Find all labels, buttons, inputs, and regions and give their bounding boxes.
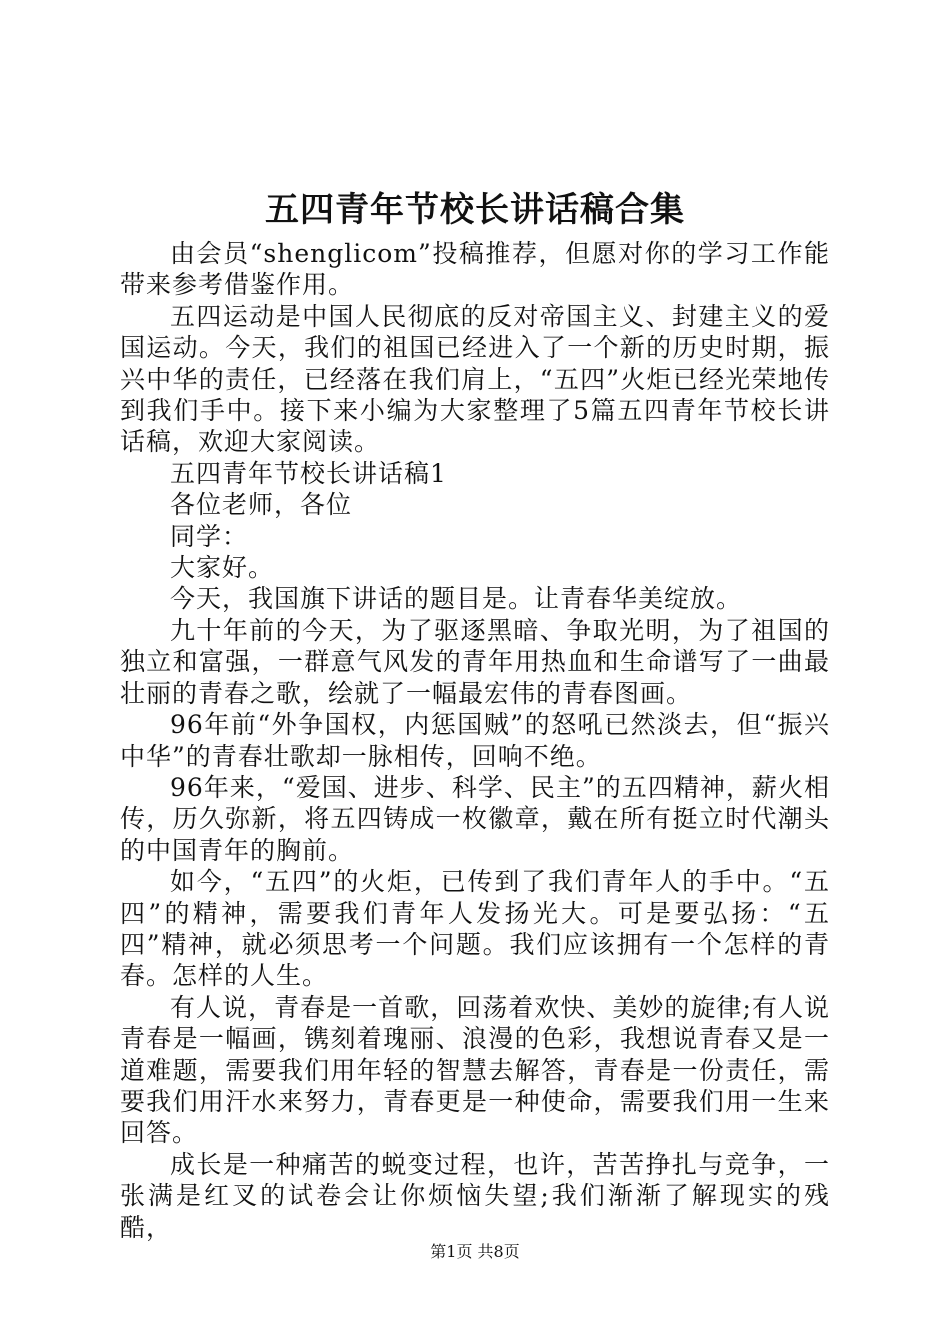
page-footer: 第1页 共8页 [430, 1242, 520, 1261]
paragraph: 五四运动是中国人民彻底的反对帝国主义、封建主义的爱国运动。今天，我们的祖国已经进入了一个新的历史时期，振兴中华的责任，已经落在我们肩上，“五四”火炬已经光荣地传到我们手中。接下来小编为大家整理了5篇五四青年节校长讲话稿，欢迎大家阅读。 [120, 301, 830, 457]
paragraph: 今天，我国旗下讲话的题目是。让青春华美绽放。 [170, 584, 743, 614]
paragraph: 96年前“外争国权，内惩国贼”的怒吼已然淡去，但“振兴中华”的青春壮歌却一脉相传，回响不绝。 [120, 710, 830, 771]
paragraph: 大家好。 [170, 553, 275, 583]
document-title: 五四青年节校长讲话稿合集 [265, 190, 685, 230]
paragraph: 各位老师，各位 [170, 490, 353, 520]
paragraph: 有人说，青春是一首歌，回荡着欢快、美妙的旋律;有人说青春是一幅画，镌刻着瑰丽、浪漫的色彩，我想说青春又是一道难题，需要我们用年轻的智慧去解答，青春是一份责任，需要我们用汗水来努力，青春更是一种使命，需要我们用一生来回答。 [120, 992, 830, 1148]
paragraph: 成长是一种痛苦的蜕变过程，也许，苦苦挣扎与竞争，一张满是红叉的试卷会让你烦恼失望;我们渐渐了解现实的残酷， [120, 1149, 830, 1242]
paragraph: 如今，“五四”的火炬，已传到了我们青年人的手中。“五四”的精神，需要我们青年人发扬光大。可是要弘扬：“五四”精神，就必须思考一个问题。我们应该拥有一个怎样的青春。怎样的人生。 [120, 867, 830, 991]
paragraph: 同学： [170, 521, 249, 551]
document-body [120, 238, 830, 1243]
paragraph: 由会员“shenglicom”投稿推荐，但愿对你的学习工作能带来参考借鉴作用。 [120, 239, 830, 300]
paragraph: 96年来，“爱国、进步、科学、民主”的五四精神，薪火相传，历久弥新，将五四铸成一枚徽章，戴在所有挺立时代潮头的中国青年的胸前。 [120, 772, 830, 865]
paragraph: 五四青年节校长讲话稿1 [170, 458, 447, 488]
paragraph: 九十年前的今天，为了驱逐黑暗、争取光明，为了祖国的独立和富强，一群意气风发的青年用热血和生命谱写了一曲最壮丽的青春之歌，绘就了一幅最宏伟的青春图画。 [120, 615, 830, 708]
